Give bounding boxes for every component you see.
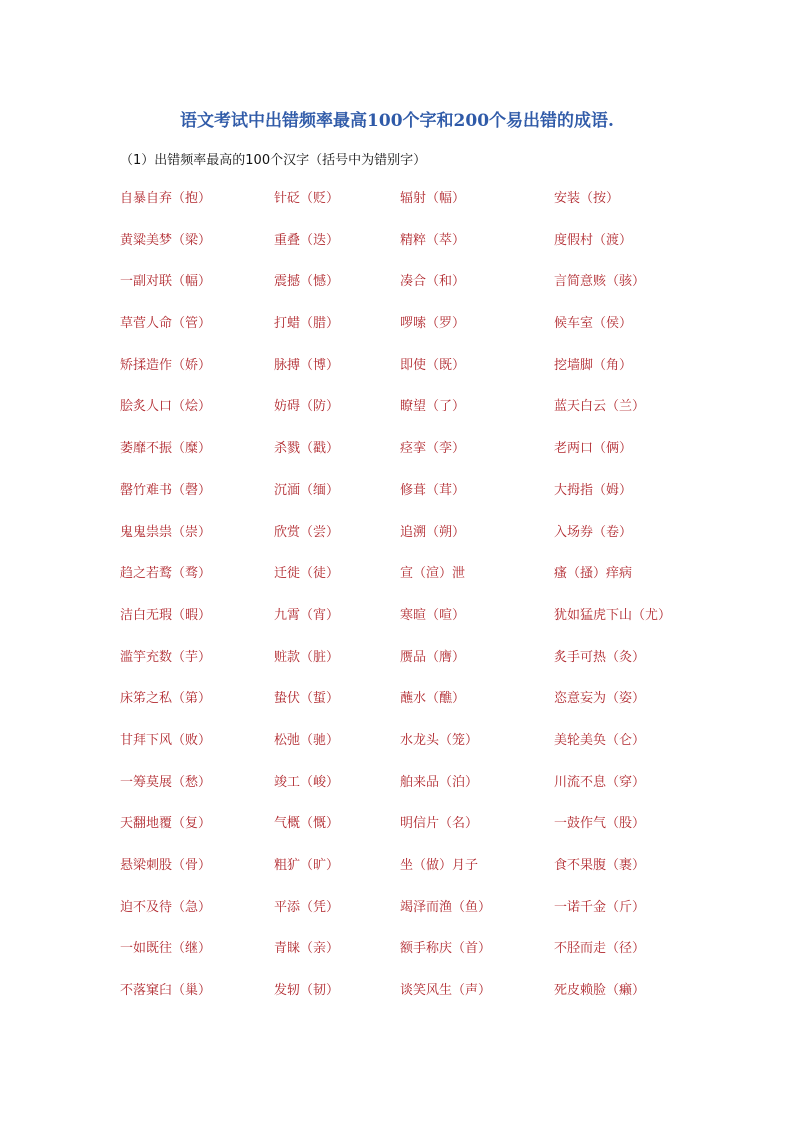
- word-entry: 甘拜下风（败）: [120, 732, 212, 748]
- word-entry: 天翻地覆（复）: [120, 816, 212, 832]
- word-entry: 一副对联（幅）: [120, 274, 212, 290]
- word-entry: 气概（慨）: [274, 816, 340, 832]
- word-entry: 不落窠臼（巢）: [120, 983, 212, 999]
- word-entry: 死皮赖脸（癞）: [554, 983, 646, 999]
- word-entry: 一鼓作气（股）: [554, 816, 646, 832]
- word-entry: 草菅人命（管）: [120, 316, 212, 332]
- word-entry: 脉搏（博）: [274, 357, 340, 373]
- word-entry: 黄粱美梦（梁）: [120, 232, 212, 248]
- word-entry: 修葺（茸）: [400, 482, 466, 498]
- word-entry: 精粹（萃）: [400, 232, 466, 248]
- word-entry: 沉湎（缅）: [274, 482, 340, 498]
- word-entry: 辐射（幅）: [400, 191, 466, 206]
- word-entry: 犹如猛虎下山（尤）: [554, 607, 672, 623]
- word-entry: 水龙头（笼）: [400, 732, 479, 748]
- word-entry: 赃款（脏）: [274, 649, 340, 665]
- word-entry: 针砭（贬）: [274, 191, 340, 206]
- word-entry: 凑合（和）: [400, 274, 466, 290]
- word-entry: 一如既往（继）: [120, 941, 212, 957]
- word-entry: 九霄（宵）: [274, 607, 340, 623]
- word-entry: 挖墙脚（角）: [554, 357, 633, 373]
- word-entry: 平添（凭）: [274, 899, 340, 915]
- word-entry: 悬梁刺股（骨）: [120, 858, 212, 873]
- word-entry: 妨碍（防）: [274, 399, 340, 415]
- word-entry: 床笫之私（第）: [120, 691, 212, 707]
- word-entry: 杀戮（戳）: [274, 441, 340, 457]
- word-entry: 恣意妄为（姿）: [554, 691, 646, 707]
- word-entry: 即使（既）: [400, 357, 466, 373]
- word-entry: 震撼（憾）: [274, 274, 340, 290]
- word-entry: 老两口（俩）: [554, 441, 633, 457]
- word-entry: 蛰伏（蜇）: [274, 691, 340, 707]
- word-entry: 洁白无瑕（暇）: [120, 607, 212, 623]
- word-entry: 粗犷（旷）: [274, 858, 340, 873]
- word-entry: 明信片（名）: [400, 816, 479, 832]
- word-entry: 候车室（侯）: [554, 316, 633, 332]
- word-entry: 额手称庆（首）: [400, 941, 492, 957]
- word-entry: 趋之若鹜（骛）: [120, 566, 212, 582]
- word-entry: 蓝天白云（兰）: [554, 399, 646, 415]
- word-entry: 蘸水（醮）: [400, 691, 466, 707]
- word-entry: 一筹莫展（愁）: [120, 774, 212, 790]
- word-entry: 自暴自弃（抱）: [120, 191, 212, 206]
- word-entry: 川流不息（穿）: [554, 774, 646, 790]
- word-entry: 度假村（渡）: [554, 232, 633, 248]
- section-heading: （1）出错频率最高的100个汉字（括号中为错别字）: [120, 153, 427, 168]
- word-entry: 美轮美奂（仑）: [554, 732, 646, 748]
- word-entry: 萎靡不振（糜）: [120, 441, 212, 457]
- word-entry: 痉挛（孪）: [400, 441, 466, 457]
- word-entry: 竣工（峻）: [274, 774, 340, 790]
- word-entry: 赝品（膺）: [400, 649, 466, 665]
- word-entry: 瞭望（了）: [400, 399, 466, 415]
- word-entry: 脍炙人口（烩）: [120, 399, 212, 415]
- word-entry: 寒暄（喧）: [400, 607, 466, 623]
- word-grid: [120, 189, 760, 1023]
- document-title: 语文考试中出错频率最高100个字和200个易出错的成语.: [180, 111, 614, 131]
- word-entry: 坐（做）月子: [400, 858, 479, 873]
- word-entry: 瘙（搔）痒病: [554, 566, 633, 582]
- word-entry: 矫揉造作（娇）: [120, 357, 212, 373]
- word-entry: 松弛（驰）: [274, 732, 340, 748]
- word-entry: 安装（按）: [554, 191, 620, 206]
- word-entry: 滥竽充数（芋）: [120, 649, 212, 665]
- word-entry: 啰嗦（罗）: [400, 316, 466, 332]
- word-entry: 宣（渲）泄: [400, 566, 466, 582]
- word-entry: 言简意赅（骇）: [554, 274, 646, 290]
- word-entry: 打蜡（腊）: [274, 316, 340, 332]
- word-entry: 炙手可热（灸）: [554, 649, 646, 665]
- word-entry: 食不果腹（裹）: [554, 858, 646, 873]
- word-entry: 入场券（卷）: [554, 524, 633, 540]
- word-entry: 发轫（韧）: [274, 983, 340, 999]
- word-entry: 迁徙（徒）: [274, 566, 340, 582]
- word-entry: 一诺千金（斤）: [554, 899, 646, 915]
- word-entry: 追溯（朔）: [400, 524, 466, 540]
- word-entry: 迫不及待（急）: [120, 899, 212, 915]
- word-entry: 不胫而走（径）: [554, 941, 646, 957]
- word-entry: 舶来品（泊）: [400, 774, 479, 790]
- word-entry: 罄竹难书（磬）: [120, 482, 212, 498]
- word-entry: 谈笑风生（声）: [400, 983, 492, 999]
- word-entry: 大拇指（姆）: [554, 482, 633, 498]
- word-entry: 鬼鬼祟祟（崇）: [120, 524, 212, 540]
- word-entry: 青睐（亲）: [274, 941, 340, 957]
- word-entry: 欣赏（尝）: [274, 524, 340, 540]
- word-entry: 重叠（迭）: [274, 232, 340, 248]
- word-entry: 竭泽而渔（鱼）: [400, 899, 492, 915]
